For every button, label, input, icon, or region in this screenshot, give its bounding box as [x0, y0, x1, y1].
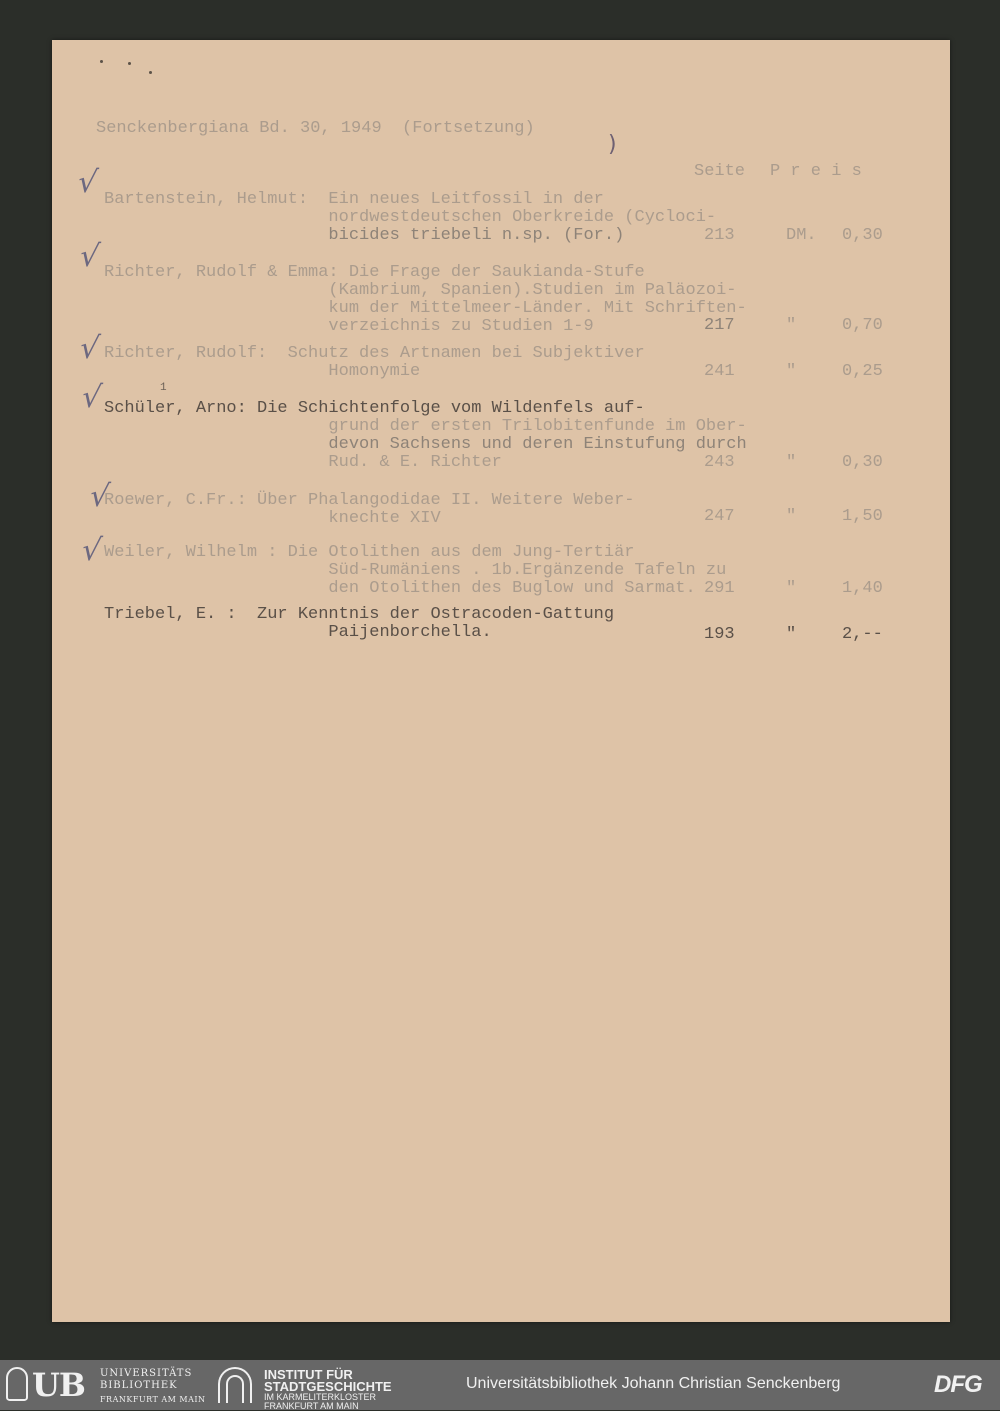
isg-line2: STADTGESCHICHTE	[264, 1379, 392, 1394]
entry-line: Triebel, E. : Zur Kenntnis der Ostracoden-Gattung	[104, 605, 615, 624]
entry-price: 1,50	[842, 507, 883, 526]
entry-price: 2,--	[842, 625, 883, 644]
ub-logo-line2: BIBLIOTHEK	[100, 1380, 178, 1391]
entry-currency: "	[786, 316, 797, 335]
ink-speck	[149, 71, 152, 74]
checkmark-icon: √	[87, 479, 112, 514]
library-title-link[interactable]: Universitätsbibliothek Johann Christian Senckenberg	[466, 1375, 841, 1392]
isg-logo[interactable]	[218, 1365, 418, 1411]
checkmark-icon: √	[79, 380, 104, 415]
entry-page: 193	[704, 625, 735, 644]
entry-price: 1,40	[842, 579, 883, 598]
entry-line: nordwestdeutschen Oberkreide (Cycloci-	[104, 208, 717, 227]
entry-page: 213	[704, 226, 735, 245]
entry-line: devon Sachsens und deren Einstufung durch	[104, 435, 747, 454]
document-page	[52, 40, 950, 1322]
entry-line: verzeichnis zu Studien 1-9	[104, 317, 594, 336]
ub-logo-mark: UB	[32, 1366, 85, 1404]
entry-line: knechte XIV	[104, 509, 441, 528]
entry-line: bicides triebeli n.sp. (For.)	[104, 226, 625, 245]
checkmark-icon: √	[77, 239, 102, 274]
entry-currency: "	[786, 579, 797, 598]
ub-logo-line1: UNIVERSITÄTS	[100, 1368, 193, 1379]
arch-inner-icon	[226, 1375, 244, 1403]
entry-currency: "	[786, 625, 797, 644]
isg-line4: FRANKFURT AM MAIN	[264, 1401, 359, 1411]
entry-page: 217	[704, 316, 735, 335]
column-preis-header: P r e i s	[770, 162, 862, 181]
isg-line3: IM KARMELITERKLOSTER	[264, 1392, 377, 1402]
dfg-logo[interactable]: DFG	[934, 1371, 982, 1398]
checkmark-icon: √	[77, 331, 102, 366]
entry-line: Bartenstein, Helmut: Ein neues Leitfossil in der	[104, 190, 604, 209]
column-seite-header: Seite	[694, 162, 746, 181]
ub-logo[interactable]	[6, 1365, 206, 1405]
footer-bar	[0, 1360, 1000, 1410]
entry-line: den Otolithen des Buglow und Sarmat.	[104, 579, 696, 598]
entry-line: Roewer, C.Fr.: Über Phalangodidae II. Weitere Weber-	[104, 491, 635, 510]
entry-line: Schüler, Arno: Die Schichtenfolge vom Wildenfels auf-	[104, 399, 645, 418]
entry-line: Paijenborchella.	[104, 623, 492, 642]
entry-price: 0,30	[842, 226, 883, 245]
entry-price: 0,70	[842, 316, 883, 335]
checkmark-icon: √	[75, 165, 100, 200]
superscript-mark: 1	[160, 382, 167, 394]
entry-currency: DM.	[786, 226, 817, 245]
entry-price: 0,30	[842, 453, 883, 472]
ub-logo-line3: FRANKFURT AM MAIN	[100, 1395, 206, 1404]
portrait-icon	[6, 1367, 28, 1401]
isg-line1: INSTITUT FÜR	[264, 1367, 353, 1382]
entry-price: 0,25	[842, 362, 883, 381]
ink-speck	[100, 60, 103, 63]
entry-page: 241	[704, 362, 735, 381]
checkmark-icon: √	[79, 533, 104, 568]
entry-line: Homonymie	[104, 362, 421, 381]
entry-line: Richter, Rudolf: Schutz des Artnamen bei Subjektiver	[104, 344, 645, 363]
entry-currency: "	[786, 362, 797, 381]
entry-currency: "	[786, 507, 797, 526]
entry-line: Süd-Rumäniens . 1b.Ergänzende Tafeln zu	[104, 561, 727, 580]
entry-page: 291	[704, 579, 735, 598]
entry-line: grund der ersten Trilobitenfunde im Ober-	[104, 417, 747, 436]
entry-line: Weiler, Wilhelm : Die Otolithen aus dem Jung-Tertiär	[104, 543, 635, 562]
pencil-stroke-icon: )	[608, 132, 617, 157]
entry-line: kum der Mittelmeer-Länder. Mit Schriften-	[104, 299, 747, 318]
entry-page: 247	[704, 507, 735, 526]
entry-line: Richter, Rudolf & Emma: Die Frage der Saukianda-Stufe	[104, 263, 645, 282]
entry-page: 243	[704, 453, 735, 472]
entry-currency: "	[786, 453, 797, 472]
ink-speck	[128, 62, 131, 65]
entry-line: Rud. & E. Richter	[104, 453, 502, 472]
document-header: Senckenbergiana Bd. 30, 1949 (Fortsetzung)	[96, 119, 535, 138]
entry-line: (Kambrium, Spanien).Studien im Paläozoi-	[104, 281, 737, 300]
